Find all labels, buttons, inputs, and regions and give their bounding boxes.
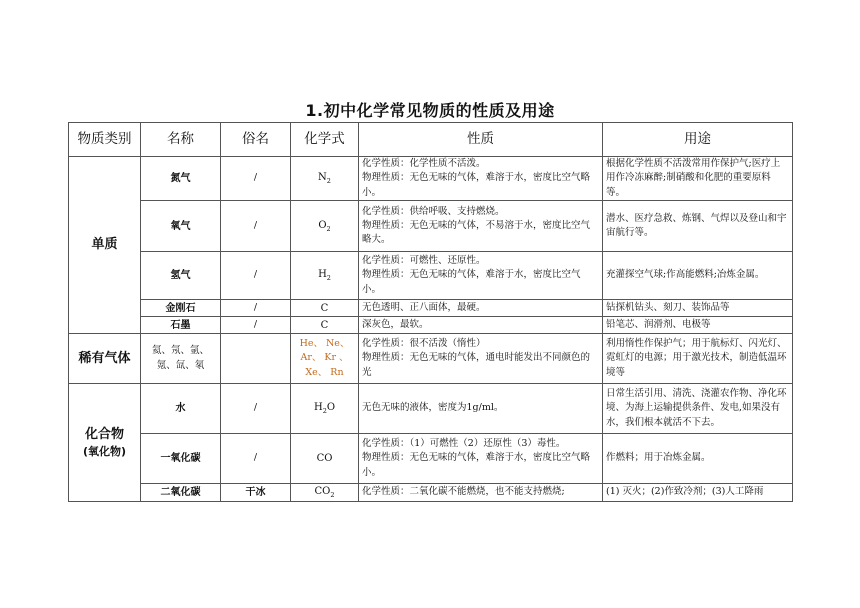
table-row xyxy=(69,484,793,502)
table-row xyxy=(69,334,793,384)
common-name: / xyxy=(221,300,291,317)
header-formula: 化学式 xyxy=(291,123,359,157)
common-name: / xyxy=(221,384,291,434)
uses-cell: 根据化学性质不活泼常用作保护气;医疗上用作冷冻麻醉;制硝酸和化肥的重要原料等。 xyxy=(603,157,793,201)
header-uses: 用途 xyxy=(603,123,793,157)
table-header-row xyxy=(69,123,793,157)
chemical-formula: $N_2$ xyxy=(291,157,359,201)
substance-name: 氧气 xyxy=(141,201,221,252)
header-category: 物质类别 xyxy=(69,123,141,157)
substance-name: 氢气 xyxy=(141,252,221,300)
uses-cell: 钻探机钻头、刻刀、装饰品等 xyxy=(603,300,793,317)
common-name xyxy=(221,334,291,384)
substance-name: 氮气 xyxy=(141,157,221,201)
substance-name: 石墨 xyxy=(141,317,221,334)
table-row xyxy=(69,317,793,334)
common-name: / xyxy=(221,201,291,252)
properties-cell: 化学性质：供给呼吸、支持燃烧。 物理性质：无色无味的气体，不易溶于水，密度比空气略大。 xyxy=(359,201,603,252)
substance-name: 二氧化碳 xyxy=(141,484,221,502)
chemical-formula: C xyxy=(291,317,359,334)
chemical-formula: $O_2$ xyxy=(291,201,359,252)
properties-cell: 化学性质：可燃性、还原性。 物理性质：无色无味的气体，难溶于水，密度比空气小。 xyxy=(359,252,603,300)
category-simple: 单质 xyxy=(69,157,141,334)
properties-cell: 无色透明、正八面体，最硬。 xyxy=(359,300,603,317)
substance-name: 金刚石 xyxy=(141,300,221,317)
properties-cell: 无色无味的液体，密度为1g/ml。 xyxy=(359,384,603,434)
chemical-formula: CO xyxy=(291,434,359,484)
uses-cell: (1) 灭火；(2)作致冷剂；(3)人工降雨 xyxy=(603,484,793,502)
uses-cell: 充灌探空气球;作高能燃料;冶炼金属。 xyxy=(603,252,793,300)
table-row xyxy=(69,384,793,434)
table-row xyxy=(69,300,793,317)
properties-table xyxy=(68,122,793,502)
table-row xyxy=(69,201,793,252)
properties-cell: 化学性质：化学性质不活泼。 物理性质：无色无味的气体，难溶于水，密度比空气略小。 xyxy=(359,157,603,201)
uses-cell: 铅笔芯、润滑剂、电极等 xyxy=(603,317,793,334)
header-common-name: 俗名 xyxy=(221,123,291,157)
uses-cell: 利用惰性作保护气；用于航标灯、闪光灯、霓虹灯的电源；用于激光技术，制造低温环境等 xyxy=(603,334,793,384)
chemical-formula: C xyxy=(291,300,359,317)
uses-cell: 潜水、医疗急救、炼钢、气焊以及登山和宇宙航行等。 xyxy=(603,201,793,252)
category-compound: 化合物 (氧化物) xyxy=(69,384,141,502)
properties-cell: 化学性质：二氧化碳不能燃烧，也不能支持燃烧; xyxy=(359,484,603,502)
common-name: / xyxy=(221,252,291,300)
header-name: 名称 xyxy=(141,123,221,157)
substance-name: 水 xyxy=(141,384,221,434)
header-properties: 性质 xyxy=(359,123,603,157)
table-row xyxy=(69,252,793,300)
chemical-formula: $CO_2$ xyxy=(291,484,359,502)
properties-cell: 化学性质：（1）可燃性（2）还原性（3）毒性。 物理性质：无色无味的气体，难溶于水，密度比空气略小。 xyxy=(359,434,603,484)
uses-cell: 日常生活引用、清洗、浇灌农作物、净化环境、为海上运输提供条件、发电,如果没有水，我们根本就活不下去。 xyxy=(603,384,793,434)
common-name: 干冰 xyxy=(221,484,291,502)
page-title: 1.初中化学常见物质的性质及用途 xyxy=(305,101,555,120)
chemical-formula: $H_2$ xyxy=(291,252,359,300)
common-name: / xyxy=(221,317,291,334)
table-row xyxy=(69,157,793,201)
table-row xyxy=(69,434,793,484)
chemical-formula: $H_2O$ xyxy=(291,384,359,434)
properties-cell: 化学性质：很不活泼（惰性） 物理性质：无色无味的气体，通电时能发出不同颜色的光 xyxy=(359,334,603,384)
properties-cell: 深灰色，最软。 xyxy=(359,317,603,334)
uses-cell: 作燃料；用于冶炼金属。 xyxy=(603,434,793,484)
common-name: / xyxy=(221,434,291,484)
chemical-formula: He、 Ne、 Ar、 Kr 、 Xe、 Rn xyxy=(291,334,359,384)
common-name: / xyxy=(221,157,291,201)
substance-name: 一氧化碳 xyxy=(141,434,221,484)
substance-name: 氦、氖、氩、氪、氙、氡 xyxy=(141,334,221,384)
category-rare-gas: 稀有气体 xyxy=(69,334,141,384)
